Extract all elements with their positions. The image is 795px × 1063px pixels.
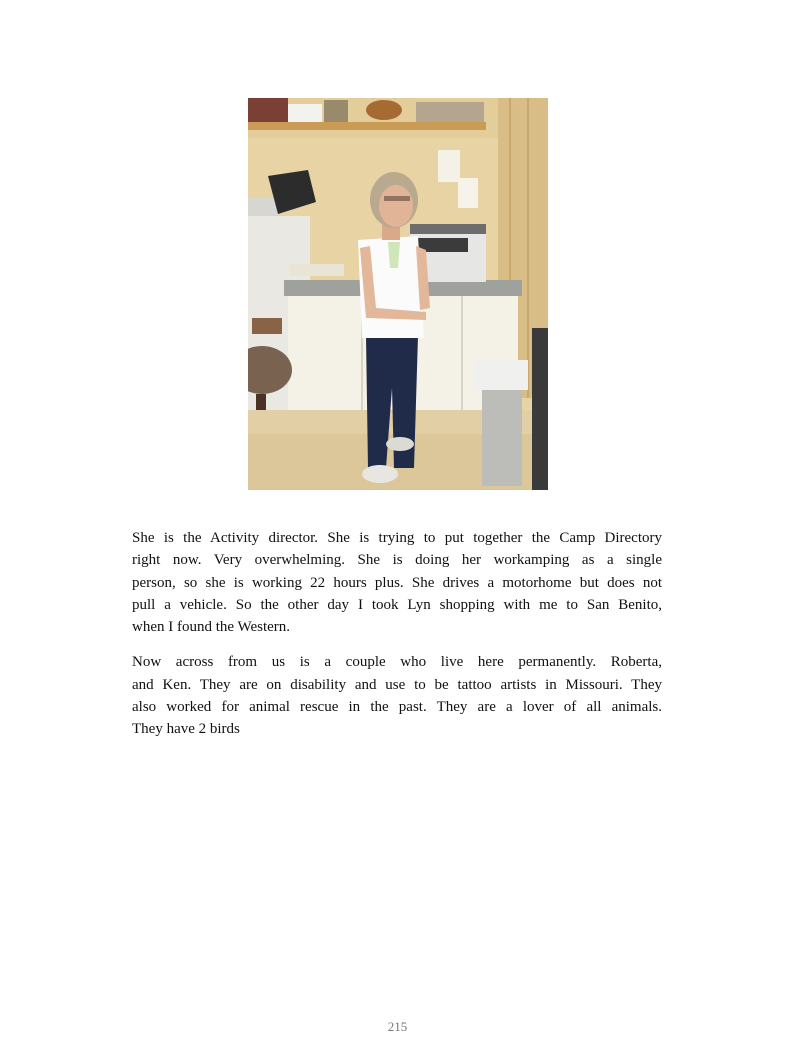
document-photo [248, 98, 548, 490]
text-line: pull a vehicle. So the other day I took Lyn shopping with me to San Benito, [132, 596, 662, 613]
text-line: right now. Very overwhelming. She is doing her workamping as a single [132, 552, 662, 569]
paragraph [132, 527, 662, 638]
text-line: also worked for animal rescue in the past. They are a lover of all animals. [132, 699, 662, 716]
text-line: They have 2 birds [132, 721, 240, 738]
text-line: Now across from us is a couple who live here permanently. Roberta, [132, 654, 662, 671]
text-line: and Ken. They are on disability and use to be tattoo artists in Missouri. They [132, 676, 662, 693]
photo-illustration [248, 98, 548, 490]
text-line: when I found the Western. [132, 619, 291, 636]
text-line: She is the Activity director. She is trying to put together the Camp Directory [132, 530, 662, 546]
text-line: person, so she is working 22 hours plus. She drives a motorhome but does not [132, 574, 662, 591]
page-number: 215 [387, 1019, 408, 1034]
body-text [132, 527, 662, 754]
paragraph [132, 651, 662, 740]
